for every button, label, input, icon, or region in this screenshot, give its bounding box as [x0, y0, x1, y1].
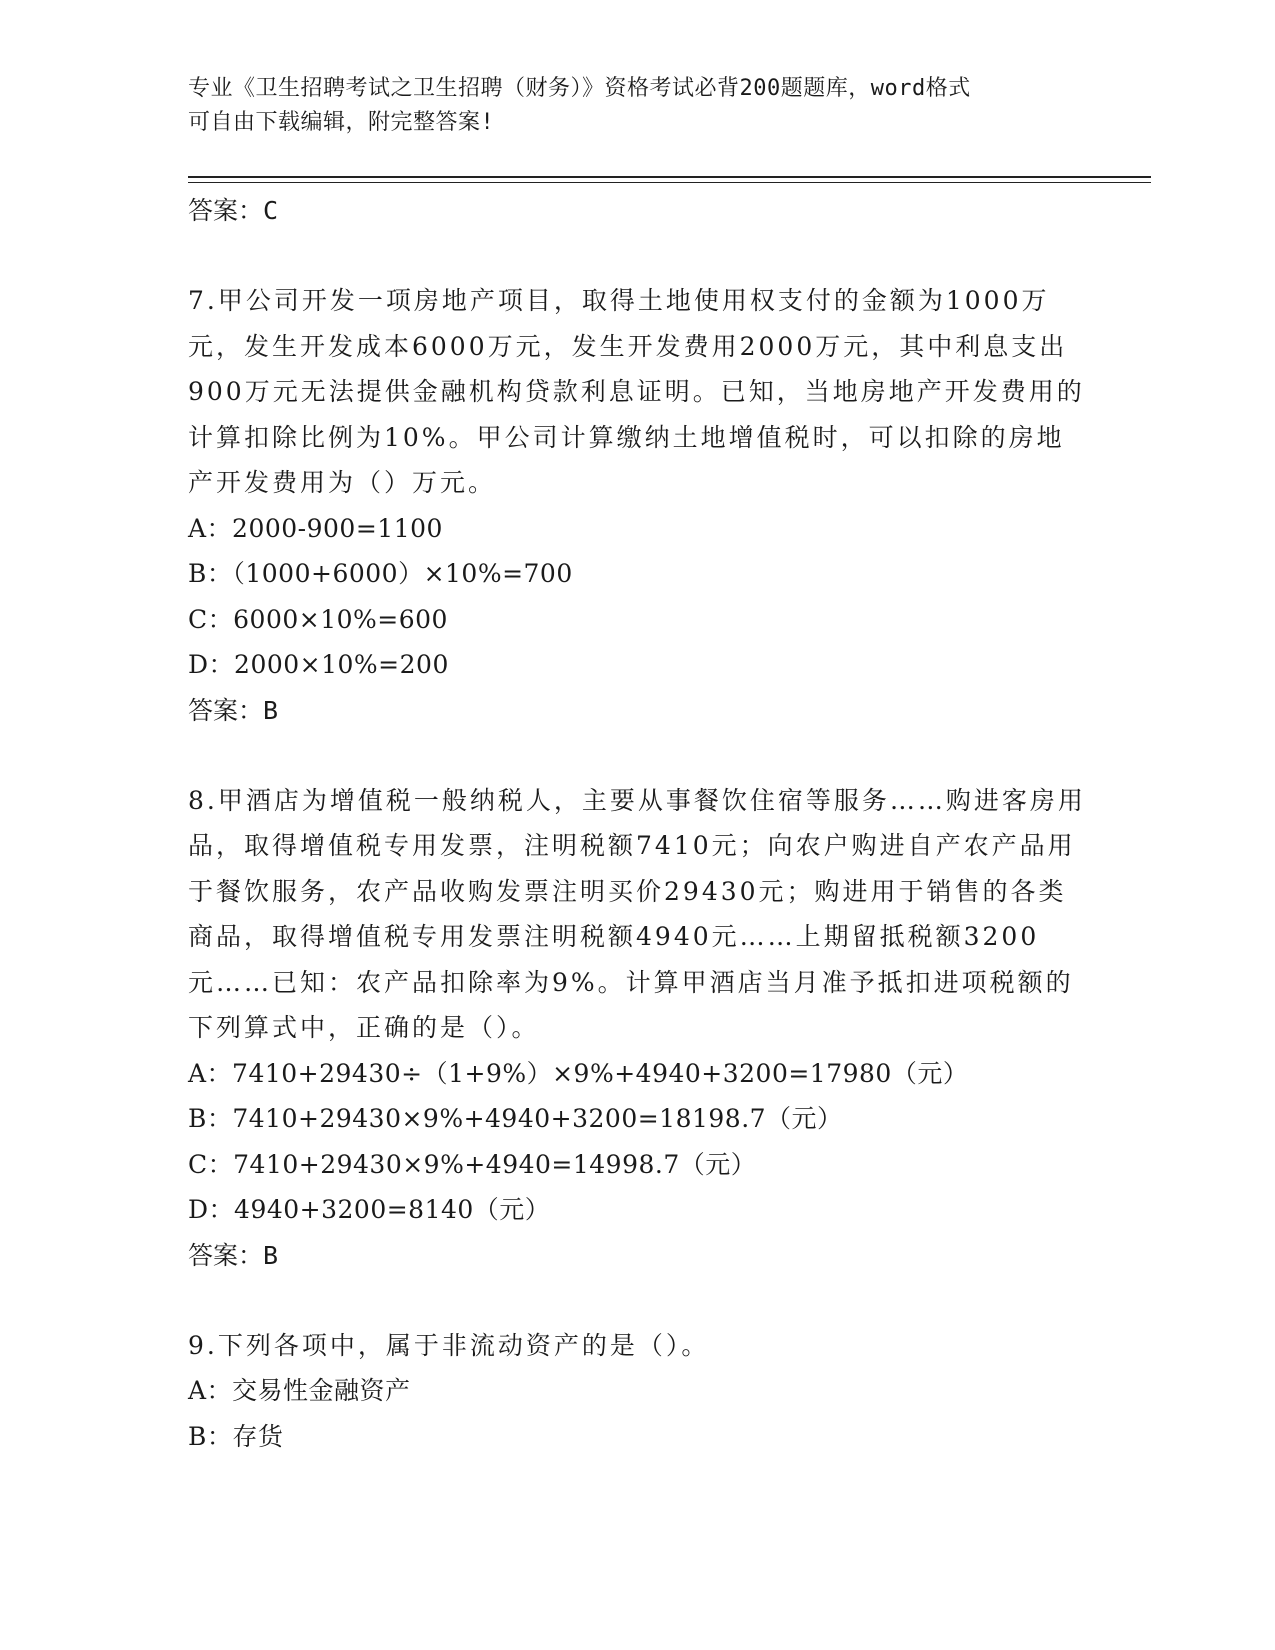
- page-header: [188, 72, 1068, 140]
- option-a: A：2000-900=1100: [188, 513, 443, 543]
- question-text: 7.甲公司开发一项房地产项目，取得土地使用权支付的金额为1000万元，发生开发成本6000万元，发生开发费用2000万元，其中利息支出900万元无法提供金融机构贷款利息证明。已知，当地房地产开发费用的计算扣除比例为10%。甲公司计算缴纳土地增值税时，可以扣除的房地产开发费用为（）万元。: [188, 286, 1085, 497]
- question-9: [188, 1323, 1088, 1460]
- option-a: A：7410+29430÷（1+9%）×9%+4940+3200=17980（元）: [188, 1058, 969, 1088]
- header-rule-thin: [188, 182, 1151, 183]
- option-b: B：7410+29430×9%+4940+3200=18198.7（元）: [188, 1104, 843, 1133]
- question-8: [188, 778, 1088, 1279]
- option-b: B：存货: [188, 1421, 284, 1451]
- question-7: [188, 278, 1088, 734]
- option-c: C：6000×10%=600: [188, 604, 448, 634]
- question-text: 8.甲酒店为增值税一般纳税人，主要从事餐饮住宿等服务……购进客房用品，取得增值税专用发票，注明税额7410元；向农户购进自产农产品用于餐饮服务，农产品收购发票注明买价29430元；购进用于销售的各类商品，取得增值税专用发票注明税额4940元……上期留抵税额3200元……已知：农产品扣除率为9%。计算甲酒店当月准予抵扣进项税额的下列算式中，正确的是（）。: [188, 785, 1086, 1042]
- header-line-1: 专业《卫生招聘考试之卫生招聘（财务）》资格考试必背200题题库，word格式: [188, 76, 971, 101]
- option-a: A：交易性金融资产: [188, 1376, 411, 1405]
- question-text: 9.下列各项中，属于非流动资产的是（）。: [188, 1330, 710, 1360]
- option-b: B：（1000+6000）×10%=700: [188, 559, 573, 588]
- header-line-2: 可自由下载编辑，附完整答案!: [188, 110, 495, 135]
- question-answer: 答案：B: [188, 695, 279, 725]
- option-d: D：4940+3200=8140（元）: [188, 1195, 551, 1224]
- option-c: C：7410+29430×9%+4940=14998.7（元）: [188, 1149, 757, 1179]
- document-body: [188, 188, 1088, 1459]
- previous-answer: 答案：C: [188, 196, 279, 225]
- option-d: D：2000×10%=200: [188, 650, 449, 679]
- question-answer: 答案：B: [188, 1240, 279, 1270]
- header-rule-thick: [188, 176, 1151, 178]
